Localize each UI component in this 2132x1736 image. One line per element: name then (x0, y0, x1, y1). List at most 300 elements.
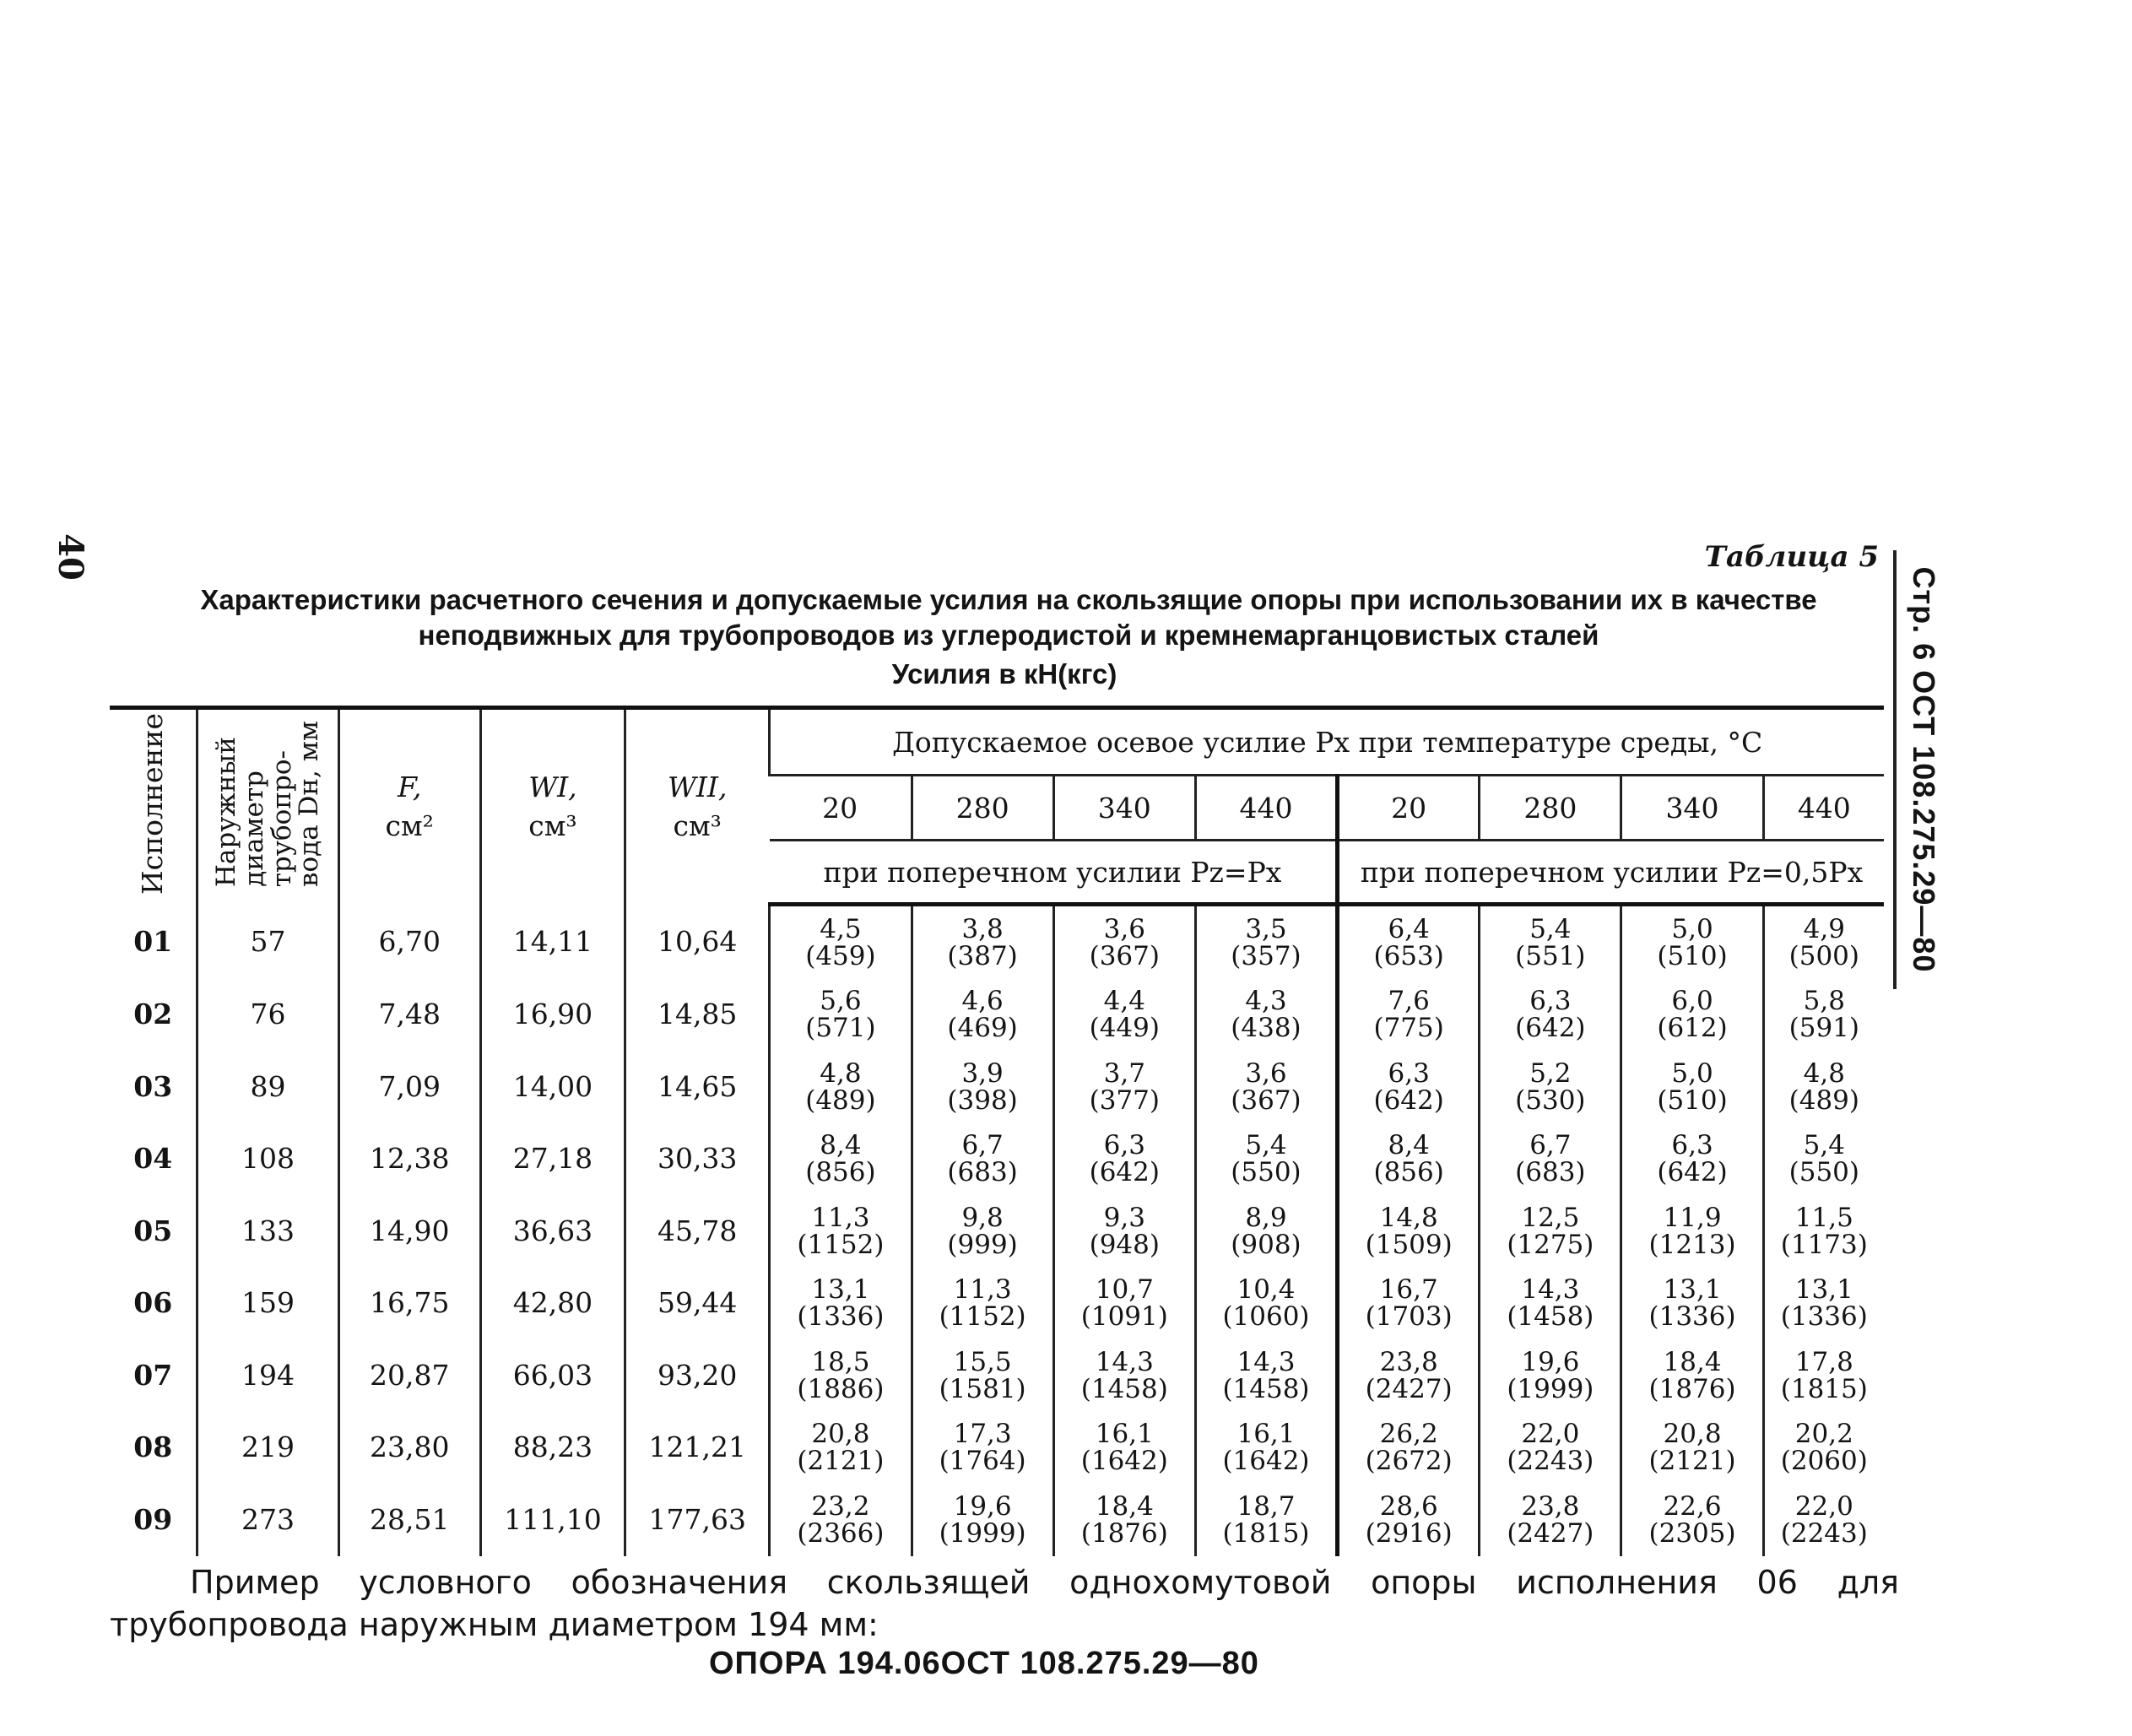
cell-force (1480, 1412, 1621, 1485)
cell-force (1480, 1484, 1621, 1556)
force-kgf: (1336) (797, 1301, 885, 1333)
force-kn: 5,0 (1671, 913, 1713, 944)
cell-wi: 14,11 (480, 905, 625, 979)
force-kn: 11,5 (1794, 1202, 1853, 1233)
force-kn: 12,5 (1521, 1202, 1580, 1233)
header-temp: 440 (1763, 776, 1884, 841)
cell-force (1480, 1339, 1621, 1412)
force-kgf: (1581) (939, 1373, 1026, 1404)
cell-force (770, 1051, 912, 1123)
cell-force (770, 1412, 912, 1485)
force-kn: 9,3 (1103, 1202, 1145, 1233)
force-kn: 22,0 (1521, 1419, 1580, 1450)
cell-force (1338, 1268, 1480, 1340)
force-kn: 6,7 (961, 1130, 1004, 1161)
cell-diameter: 76 (198, 979, 338, 1052)
force-kn: 4,9 (1803, 913, 1845, 944)
force-kgf: (571) (805, 1013, 876, 1044)
force-kgf: (1876) (1648, 1373, 1736, 1404)
force-kn: 14,8 (1379, 1202, 1438, 1233)
cell-force (1053, 1123, 1195, 1196)
force-kn: 18,4 (1095, 1490, 1154, 1522)
table-row (110, 1195, 1884, 1268)
cell-force (912, 1123, 1053, 1196)
force-kgf: (1764) (939, 1446, 1026, 1477)
cell-force (770, 1339, 912, 1412)
force-kgf: (387) (947, 940, 1018, 971)
cell-force (912, 1051, 1053, 1123)
cell-force (1621, 1195, 1763, 1268)
force-kn: 6,3 (1529, 986, 1572, 1017)
force-kn: 5,4 (1529, 913, 1572, 944)
force-kgf: (550) (1788, 1157, 1859, 1188)
force-kn: 23,2 (811, 1490, 870, 1522)
cell-diameter: 133 (198, 1195, 338, 1268)
cell-force (1621, 905, 1763, 979)
force-kn: 3,7 (1103, 1057, 1145, 1089)
force-kgf: (2243) (1507, 1446, 1594, 1477)
table-row (110, 979, 1884, 1052)
cell-f: 6,70 (338, 905, 480, 979)
force-kgf: (398) (947, 1084, 1018, 1116)
cell-force (1480, 1195, 1621, 1268)
cell-force (1763, 1195, 1884, 1268)
header-diameter-line-4: вода Dн, мм (294, 720, 325, 887)
force-kgf: (1999) (939, 1517, 1026, 1549)
force-kn: 4,8 (820, 1057, 862, 1089)
cell-wii: 93,20 (625, 1339, 770, 1412)
force-kgf: (489) (805, 1084, 876, 1116)
cell-wii: 14,65 (625, 1051, 770, 1123)
cell-force (1480, 1123, 1621, 1196)
force-kn: 16,7 (1379, 1274, 1438, 1306)
cell-force (1053, 1412, 1195, 1485)
header-temp: 20 (1338, 776, 1480, 841)
force-kgf: (948) (1089, 1229, 1160, 1260)
table-title (177, 582, 1840, 653)
force-kgf: (1886) (797, 1373, 885, 1404)
cell-force (1621, 1123, 1763, 1196)
cell-force (1053, 905, 1195, 979)
header-temp: 280 (1480, 776, 1621, 841)
cell-wii: 30,33 (625, 1123, 770, 1196)
header-wii-symbol: WII, (667, 771, 728, 804)
force-kgf: (367) (1231, 1084, 1301, 1116)
cell-execution: 01 (133, 924, 173, 958)
cell-wii: 10,64 (625, 905, 770, 979)
cell-force (1195, 905, 1337, 979)
force-kgf: (2121) (797, 1446, 885, 1477)
cell-force (1053, 1051, 1195, 1123)
cell-force (912, 979, 1053, 1052)
cell-force (1763, 1051, 1884, 1123)
force-kgf: (377) (1089, 1084, 1160, 1116)
cell-execution: 09 (133, 1502, 173, 1536)
header-execution-label: Исполнение (135, 712, 169, 895)
force-kn: 19,6 (953, 1490, 1012, 1522)
table-title-line-2: неподвижных для трубопроводов из углеродистой и кремнемарганцовистых сталей (418, 619, 1599, 651)
force-kgf: (999) (947, 1229, 1018, 1260)
table-row (110, 1051, 1884, 1123)
cell-force (1053, 1195, 1195, 1268)
cell-force (912, 1268, 1053, 1340)
force-kn: 26,2 (1379, 1419, 1438, 1450)
force-kn: 7,6 (1388, 986, 1430, 1017)
cell-force (1195, 1123, 1337, 1196)
cell-force (1338, 1339, 1480, 1412)
table-body (110, 905, 1884, 1556)
cell-force (1195, 1339, 1337, 1412)
force-kn: 8,4 (1388, 1130, 1430, 1161)
units-note: Усилия в кН(кгс) (891, 658, 1117, 690)
force-kgf: (1815) (1222, 1517, 1310, 1549)
cell-f: 7,48 (338, 979, 480, 1052)
force-kn: 4,8 (1803, 1057, 1845, 1089)
header-diameter-line-1: Наружный (211, 736, 242, 887)
header-wii (625, 708, 770, 905)
table-row (110, 1123, 1884, 1196)
cell-wi: 111,10 (480, 1484, 625, 1556)
force-kn: 6,4 (1388, 913, 1430, 944)
cell-f: 28,51 (338, 1484, 480, 1556)
force-kn: 13,1 (1794, 1274, 1853, 1306)
cell-force (1763, 1412, 1884, 1485)
header-diameter-line-3: трубопро- (266, 749, 297, 887)
cell-force (770, 1268, 912, 1340)
cell-diameter: 159 (198, 1268, 338, 1340)
force-kn: 6,0 (1671, 986, 1713, 1017)
cell-wii: 45,78 (625, 1195, 770, 1268)
force-kn: 5,4 (1245, 1130, 1287, 1161)
force-kgf: (449) (1089, 1013, 1160, 1044)
force-kgf: (500) (1788, 940, 1859, 971)
cell-diameter: 194 (198, 1339, 338, 1412)
header-diameter (198, 708, 338, 905)
force-kn: 14,3 (1095, 1346, 1154, 1377)
cell-force (1053, 1339, 1195, 1412)
force-kn: 4,3 (1245, 986, 1287, 1017)
force-kn: 4,5 (820, 913, 862, 944)
cell-force (1195, 1051, 1337, 1123)
force-kgf: (908) (1231, 1229, 1301, 1260)
force-kn: 5,8 (1803, 986, 1845, 1017)
force-kgf: (2060) (1780, 1446, 1868, 1477)
table-title-line-1: Характеристики расчетного сечения и допускаемые усилия на скользящие опоры при использовании их в качестве (200, 584, 1817, 615)
cell-execution: 08 (133, 1430, 173, 1464)
force-kn: 13,1 (811, 1274, 870, 1306)
cell-execution: 05 (133, 1214, 173, 1247)
header-condition-2: при поперечном усилии Pz=0,5Px (1338, 841, 1884, 905)
force-kn: 6,3 (1671, 1130, 1713, 1161)
cell-force (1763, 1339, 1884, 1412)
cell-f: 20,87 (338, 1339, 480, 1412)
cell-wi: 14,00 (480, 1051, 625, 1123)
force-kgf: (1815) (1780, 1373, 1868, 1404)
force-kn: 3,9 (961, 1057, 1004, 1089)
force-kn: 5,0 (1671, 1057, 1713, 1089)
header-f-unit: см² (385, 809, 434, 843)
force-kgf: (1458) (1080, 1373, 1168, 1404)
force-kgf: (856) (1373, 1157, 1444, 1188)
force-kgf: (2916) (1365, 1517, 1453, 1549)
force-kgf: (2305) (1648, 1517, 1736, 1549)
cell-force (912, 1339, 1053, 1412)
force-kn: 28,6 (1379, 1490, 1438, 1522)
cell-force (1338, 1123, 1480, 1196)
cell-force (1053, 979, 1195, 1052)
force-kn: 13,1 (1663, 1274, 1722, 1306)
cell-force (770, 1195, 912, 1268)
cell-force (1621, 1484, 1763, 1556)
force-kn: 23,8 (1379, 1346, 1438, 1377)
table-row (110, 905, 1884, 979)
cell-force (1621, 979, 1763, 1052)
force-kgf: (367) (1089, 940, 1160, 971)
force-kgf: (459) (805, 940, 876, 971)
force-kn: 6,3 (1388, 1057, 1430, 1089)
cell-force (912, 905, 1053, 979)
force-kn: 10,7 (1095, 1274, 1154, 1306)
force-kgf: (357) (1231, 940, 1301, 971)
force-kn: 5,6 (820, 986, 862, 1017)
force-kgf: (2366) (797, 1517, 885, 1549)
cell-diameter: 57 (198, 905, 338, 979)
table-row (110, 1412, 1884, 1485)
header-wi-unit: см³ (528, 809, 577, 843)
force-kgf: (642) (1373, 1084, 1444, 1116)
force-kgf: (1509) (1365, 1229, 1453, 1260)
cell-force (770, 1123, 912, 1196)
force-kgf: (1458) (1222, 1373, 1310, 1404)
header-axial-force: Допускаемое осевое усилие Pх при температуре среды, °С (770, 708, 1884, 776)
cell-force (1195, 1268, 1337, 1340)
cell-force (1480, 905, 1621, 979)
force-kgf: (1152) (797, 1229, 885, 1260)
force-kgf: (653) (1373, 940, 1444, 971)
force-kgf: (510) (1657, 1084, 1728, 1116)
cell-wii: 59,44 (625, 1268, 770, 1340)
cell-wi: 16,90 (480, 979, 625, 1052)
force-kgf: (2672) (1365, 1446, 1453, 1477)
table-row (110, 1484, 1884, 1556)
force-kgf: (438) (1231, 1013, 1301, 1044)
cell-wi: 88,23 (480, 1412, 625, 1485)
force-kn: 22,6 (1663, 1490, 1722, 1522)
force-kn: 19,6 (1521, 1346, 1580, 1377)
header-f (338, 708, 480, 905)
header-diameter-line-2: диаметр (239, 771, 269, 887)
force-kn: 20,8 (1663, 1419, 1722, 1450)
force-kn: 16,1 (1236, 1419, 1296, 1450)
cell-force (1338, 1195, 1480, 1268)
header-temp: 340 (1053, 776, 1195, 841)
force-kn: 5,4 (1803, 1130, 1845, 1161)
force-kn: 17,3 (953, 1419, 1012, 1450)
header-temp: 440 (1195, 776, 1337, 841)
cell-execution: 07 (133, 1358, 173, 1392)
cell-wii: 177,63 (625, 1484, 770, 1556)
cell-force (1195, 1484, 1337, 1556)
cell-force (912, 1412, 1053, 1485)
table-row (110, 1339, 1884, 1412)
header-wi (480, 708, 625, 905)
force-kn: 11,3 (811, 1202, 870, 1233)
cell-force (1621, 1268, 1763, 1340)
force-kgf: (683) (1515, 1157, 1586, 1188)
force-kgf: (1458) (1507, 1301, 1594, 1333)
cell-diameter: 108 (198, 1123, 338, 1196)
cell-diameter: 219 (198, 1412, 338, 1485)
cell-force (1763, 905, 1884, 979)
cell-force (1338, 979, 1480, 1052)
header-wi-symbol: WI, (528, 771, 577, 804)
cell-force (1053, 1268, 1195, 1340)
force-kgf: (1336) (1780, 1301, 1868, 1333)
header-temp: 340 (1621, 776, 1763, 841)
force-kn: 15,5 (953, 1346, 1012, 1377)
force-kn: 20,8 (811, 1419, 870, 1450)
force-kn: 3,6 (1103, 913, 1145, 944)
cell-force (1338, 905, 1480, 979)
force-kgf: (550) (1231, 1157, 1301, 1188)
force-kn: 8,4 (820, 1130, 862, 1161)
force-kn: 6,7 (1529, 1130, 1572, 1161)
page-number: 40 (51, 533, 90, 581)
cell-f: 14,90 (338, 1195, 480, 1268)
force-kn: 18,4 (1663, 1346, 1722, 1377)
cell-force (1338, 1484, 1480, 1556)
force-kn: 18,5 (811, 1346, 870, 1377)
cell-force (1195, 1195, 1337, 1268)
cell-force (1621, 1412, 1763, 1485)
force-kn: 11,9 (1663, 1202, 1722, 1233)
force-kgf: (469) (947, 1013, 1018, 1044)
cell-wi: 36,63 (480, 1195, 625, 1268)
cell-diameter: 273 (198, 1484, 338, 1556)
force-kn: 14,3 (1521, 1274, 1580, 1306)
cell-force (1621, 1339, 1763, 1412)
force-kn: 5,2 (1529, 1057, 1572, 1089)
force-kn: 23,8 (1521, 1490, 1580, 1522)
header-execution (110, 708, 198, 905)
cell-force (1480, 1268, 1621, 1340)
cell-force (1763, 1123, 1884, 1196)
example-text: Пример условного обозначения скользящей однохомутовой опоры исполнения 06 для трубопровода наружным диаметром 194 мм: (110, 1564, 1899, 1643)
force-kn: 11,3 (953, 1274, 1012, 1306)
force-kn: 20,2 (1794, 1419, 1853, 1450)
force-kgf: (1642) (1080, 1446, 1168, 1477)
designation-example: ОПОРА 194.06ОСТ 108.275.29—80 (709, 1646, 1259, 1681)
cell-force (912, 1484, 1053, 1556)
force-kgf: (1642) (1222, 1446, 1310, 1477)
force-kgf: (2427) (1507, 1517, 1594, 1549)
data-table (110, 706, 1884, 1556)
cell-force (1195, 1412, 1337, 1485)
cell-wii: 121,21 (625, 1412, 770, 1485)
cell-f: 12,38 (338, 1123, 480, 1196)
cell-wii: 14,85 (625, 979, 770, 1052)
header-temp: 280 (912, 776, 1053, 841)
cell-force (1338, 1051, 1480, 1123)
cell-force (1195, 979, 1337, 1052)
force-kn: 4,6 (961, 986, 1004, 1017)
force-kgf: (2243) (1780, 1517, 1868, 1549)
cell-diameter: 89 (198, 1051, 338, 1123)
cell-execution: 02 (133, 998, 173, 1031)
cell-force (770, 1484, 912, 1556)
force-kgf: (510) (1657, 940, 1728, 971)
force-kgf: (489) (1788, 1084, 1859, 1116)
cell-force (770, 979, 912, 1052)
header-wii-unit: см³ (673, 809, 722, 843)
force-kgf: (1876) (1080, 1517, 1168, 1549)
cell-f: 7,09 (338, 1051, 480, 1123)
force-kn: 3,6 (1245, 1057, 1287, 1089)
force-kgf: (1336) (1648, 1301, 1736, 1333)
force-kn: 8,9 (1245, 1202, 1287, 1233)
force-kn: 3,5 (1245, 913, 1287, 944)
cell-force (770, 905, 912, 979)
cell-force (912, 1195, 1053, 1268)
side-header: Стр. 6 ОСТ 108.275.29—80 (1893, 550, 1947, 989)
force-kgf: (1999) (1507, 1373, 1594, 1404)
cell-force (1763, 1484, 1884, 1556)
force-kgf: (642) (1657, 1157, 1728, 1188)
force-kgf: (856) (805, 1157, 876, 1188)
force-kn: 10,4 (1236, 1274, 1296, 1306)
force-kgf: (530) (1515, 1084, 1586, 1116)
cell-force (1480, 979, 1621, 1052)
cell-force (1053, 1484, 1195, 1556)
force-kgf: (612) (1657, 1013, 1728, 1044)
cell-f: 16,75 (338, 1268, 480, 1340)
force-kn: 16,1 (1095, 1419, 1154, 1450)
cell-force (1480, 1051, 1621, 1123)
force-kgf: (591) (1788, 1013, 1859, 1044)
cell-force (1621, 1051, 1763, 1123)
cell-execution: 06 (133, 1286, 173, 1320)
force-kn: 4,4 (1103, 986, 1145, 1017)
force-kgf: (1152) (939, 1301, 1026, 1333)
force-kgf: (2427) (1365, 1373, 1453, 1404)
cell-force (1763, 979, 1884, 1052)
force-kn: 17,8 (1794, 1346, 1853, 1377)
header-condition-1: при поперечном усилии Pz=Px (770, 841, 1338, 905)
force-kgf: (1173) (1780, 1229, 1868, 1260)
cell-wi: 27,18 (480, 1123, 625, 1196)
force-kgf: (2121) (1648, 1446, 1736, 1477)
force-kgf: (1275) (1507, 1229, 1594, 1260)
cell-force (1338, 1412, 1480, 1485)
force-kn: 22,0 (1794, 1490, 1853, 1522)
header-f-symbol: F, (398, 771, 422, 804)
force-kgf: (642) (1515, 1013, 1586, 1044)
table-row (110, 1268, 1884, 1340)
force-kgf: (775) (1373, 1013, 1444, 1044)
table-label: Таблица 5 (1704, 540, 1879, 574)
cell-wi: 66,03 (480, 1339, 625, 1412)
force-kn: 6,3 (1103, 1130, 1145, 1161)
force-kgf: (683) (947, 1157, 1018, 1188)
force-kn: 18,7 (1236, 1490, 1296, 1522)
header-row (110, 708, 1884, 776)
cell-wi: 42,80 (480, 1268, 625, 1340)
cell-f: 23,80 (338, 1412, 480, 1485)
force-kn: 14,3 (1236, 1346, 1296, 1377)
cell-execution: 04 (133, 1142, 173, 1176)
force-kgf: (551) (1515, 940, 1586, 971)
force-kgf: (1703) (1365, 1301, 1453, 1333)
